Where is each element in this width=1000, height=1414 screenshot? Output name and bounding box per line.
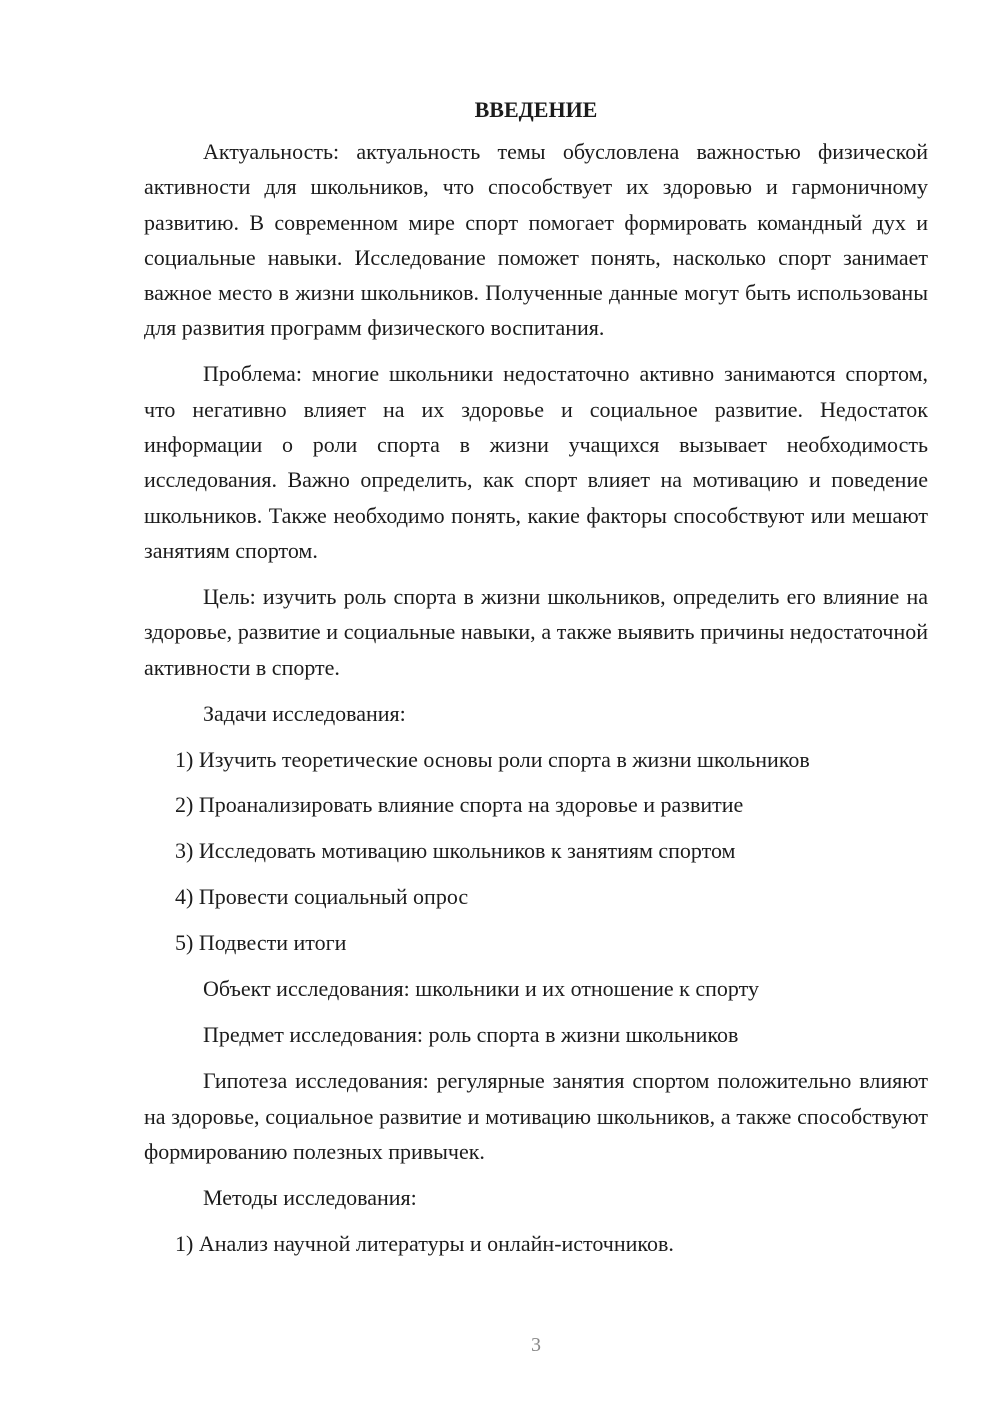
methods-heading: Методы исследования: [203,1184,417,1210]
methods-list [144,1226,928,1261]
task-item: 1) Изучить теоретические основы роли спорта в жизни школьников [175,746,810,772]
page-number: 3 [531,1334,541,1356]
relevance-paragraph: Актуальность: актуальность темы обусловлена важностью физической активности для школьников, что способствует их здоровью и гармоничному развитию. В современном мире спорт помогает формировать командный дух и социальные навыки. Исследование поможет понять, насколько спорт занимает важное место в жизни школьников. Полученные данные могут быть использованы для развития программ физического воспитания. [144,139,928,341]
task-item: 5) Подвести итоги [175,930,347,956]
research-object: Объект исследования: школьники и их отношение к спорту [203,976,759,1002]
section-title: ВВЕДЕНИЕ [474,97,598,122]
tasks-list [144,742,928,961]
problem-paragraph: Проблема: многие школьники недостаточно активно занимаются спортом, что негативно влияет на их здоровье и социальное развитие. Недостаток информации о роли спорта в жизни учащихся вызывает необходимость исследования. Важно определить, как спорт влияет на мотивацию и поведение школьников. Также необходимо понять, какие факторы способствуют или мешают занятиям спортом. [144,361,928,563]
tasks-heading: Задачи исследования: [203,700,406,726]
goal-paragraph: Цель: изучить роль спорта в жизни школьников, определить его влияние на здоровье, развитие и социальные навыки, а также выявить причины недостаточной активности в спорте. [144,583,928,680]
hypothesis-paragraph: Гипотеза исследования: регулярные занятия спортом положительно влияют на здоровье, социальное развитие и мотивацию школьников, а также способствуют формированию полезных привычек. [144,1068,928,1164]
task-item: 4) Провести социальный опрос [175,884,469,910]
method-item: 1) Анализ научной литературы и онлайн-источников. [175,1230,674,1256]
task-item: 2) Проанализировать влияние спорта на здоровье и развитие [175,792,744,818]
task-item: 3) Исследовать мотивацию школьников к занятиям спортом [175,838,736,864]
research-subject: Предмет исследования: роль спорта в жизни школьников [203,1022,739,1048]
document-body [144,96,928,1272]
